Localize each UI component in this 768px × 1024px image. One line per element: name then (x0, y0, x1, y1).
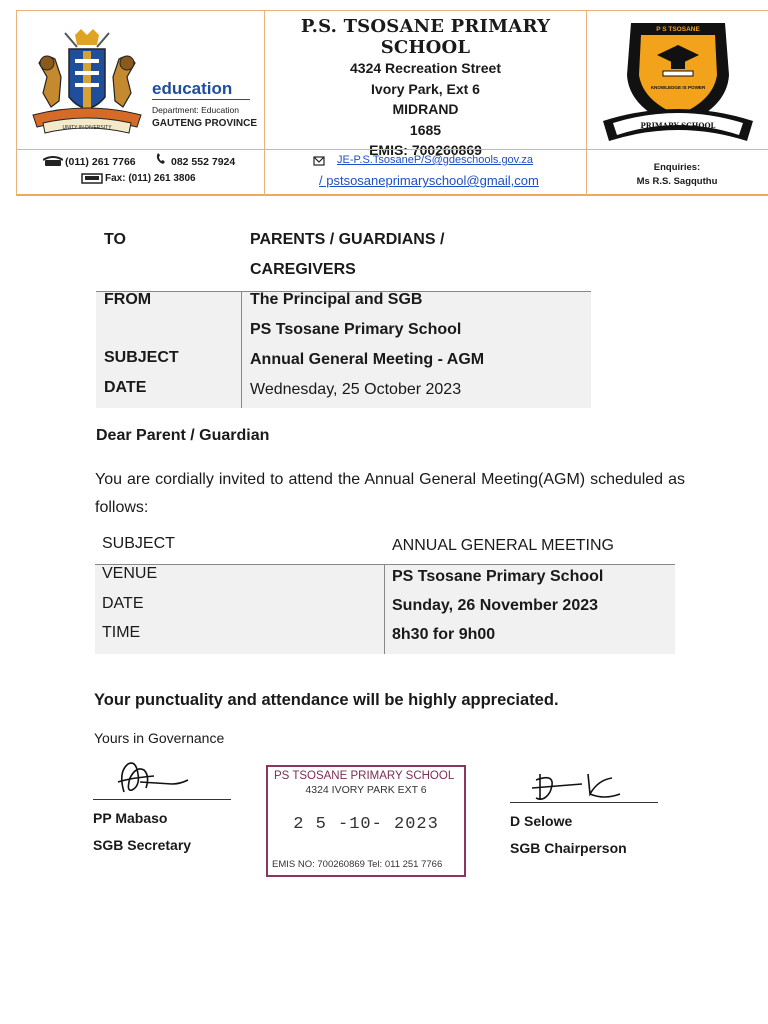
coat-of-arms-motto: UNITY IN DIVERSITY (62, 125, 112, 131)
schedule-label-date: DATE (102, 595, 144, 612)
stamp-school-name: PS TSOSANE PRIMARY SCHOOL (274, 770, 455, 782)
education-logo-word: education (152, 79, 233, 98)
education-department: Department: Education (152, 105, 239, 115)
header-row-to (96, 224, 591, 286)
letterhead (16, 10, 768, 196)
school-badge-icon (601, 17, 755, 145)
schedule-row-date (95, 594, 675, 624)
letterhead-contact-row (17, 149, 768, 195)
header-value-from-line1: The Principal and SGB (250, 291, 423, 308)
header-value-from-line2: PS Tsosane Primary School (250, 321, 462, 338)
mobile-phone-icon (155, 153, 167, 165)
education-province: GAUTENG PROVINCE (152, 118, 258, 129)
signature-line-left (93, 799, 231, 800)
school-stamp (266, 765, 466, 877)
enquiries-name: Ms R.S. Sagquthu (636, 176, 718, 187)
education-logo-divider (152, 99, 250, 100)
badge-banner-text: PRIMARY SCHOOL (640, 121, 716, 130)
gmail-email-link[interactable]: / pstsosaneprimaryschool@gmail,com (319, 173, 539, 188)
mobile-number: 082 552 7924 (171, 156, 236, 168)
schedule-row-venue (95, 564, 675, 594)
schedule-label-venue: VENUE (102, 565, 158, 582)
letterhead-enquiries-cell (587, 150, 767, 196)
signature-left-scribble (110, 756, 196, 800)
header-row-date (96, 379, 591, 409)
address-city: MIDRAND (392, 101, 459, 117)
closing-note: Your punctuality and attendance will be highly appreciated. (94, 691, 559, 709)
schedule-value-time: 8h30 for 9h00 (392, 626, 496, 643)
schedule-value-date: Sunday, 26 November 2023 (392, 597, 599, 614)
letterhead-badge-cell (587, 11, 767, 149)
letterhead-department-cell (17, 11, 265, 149)
address-emis: EMIS: 700260869 (369, 142, 482, 158)
header-value-date: Wednesday, 25 October 2023 (250, 381, 462, 398)
badge-motto: KNOWLEDGE IS POWER (650, 85, 706, 90)
signature-line-right (510, 802, 658, 803)
coat-of-arms-icon (25, 27, 149, 137)
schedule-row-subject (95, 531, 675, 564)
schedule-value-subject: ANNUAL GENERAL MEETING (392, 537, 614, 554)
schedule-label-subject: SUBJECT (102, 535, 175, 552)
header-label-date: DATE (104, 379, 147, 396)
letterhead-phone-cell (17, 150, 265, 196)
header-value-subject: Annual General Meeting - AGM (250, 351, 485, 368)
schedule-row-time (95, 623, 675, 653)
header-label-to: TO (104, 231, 126, 248)
salutation: Dear Parent / Guardian (96, 427, 270, 444)
header-value-to-line1: PARENTS / GUARDIANS / (250, 231, 445, 248)
secretary-name: PP Mabaso (93, 810, 168, 826)
telephone-icon (43, 156, 63, 166)
enquiries-label: Enquiries: (653, 162, 701, 173)
chairperson-name: D Selowe (510, 813, 573, 829)
stamp-footer: EMIS NO: 700260869 Tel: 011 251 7766 (272, 859, 443, 870)
envelope-icon (313, 154, 325, 166)
letterhead-email-cell (265, 150, 587, 196)
schedule-label-time: TIME (102, 624, 141, 641)
stamp-address: 4324 IVORY PARK EXT 6 (305, 784, 427, 796)
address-postal-code: 1685 (409, 121, 442, 138)
schedule-value-venue: PS Tsosane Primary School (392, 568, 604, 585)
stamp-date: 2 5 -10- 2023 (293, 815, 439, 834)
chairperson-title: SGB Chairperson (510, 840, 627, 856)
sign-off: Yours in Governance (94, 730, 225, 746)
phone-number: (011) 261 7766 (65, 156, 136, 168)
address-suburb: Ivory Park, Ext 6 (371, 80, 480, 97)
letterhead-school-cell (265, 11, 587, 158)
invitation-paragraph: You are cordially invited to attend the Annual General Meeting(AGM) scheduled as follows: (95, 471, 685, 516)
fax-icon (81, 172, 103, 184)
school-name: P.S. TSOSANE PRIMARY SCHOOL (300, 16, 551, 58)
header-row-from (96, 291, 591, 349)
header-label-subject: SUBJECT (104, 349, 179, 366)
school-email-link[interactable]: JE-P.S.TsosaneP/S@gdeschools.gov.za (337, 154, 534, 166)
header-row-subject (96, 349, 591, 379)
header-label-from: FROM (104, 291, 152, 308)
secretary-title: SGB Secretary (93, 837, 192, 853)
badge-top-text: P S TSOSANE (656, 26, 700, 33)
fax-number: Fax: (011) 261 3806 (105, 173, 196, 184)
signature-right-scribble (528, 770, 624, 806)
address-street: 4324 Recreation Street (350, 60, 501, 76)
header-value-to-line2: CAREGIVERS (250, 261, 356, 278)
